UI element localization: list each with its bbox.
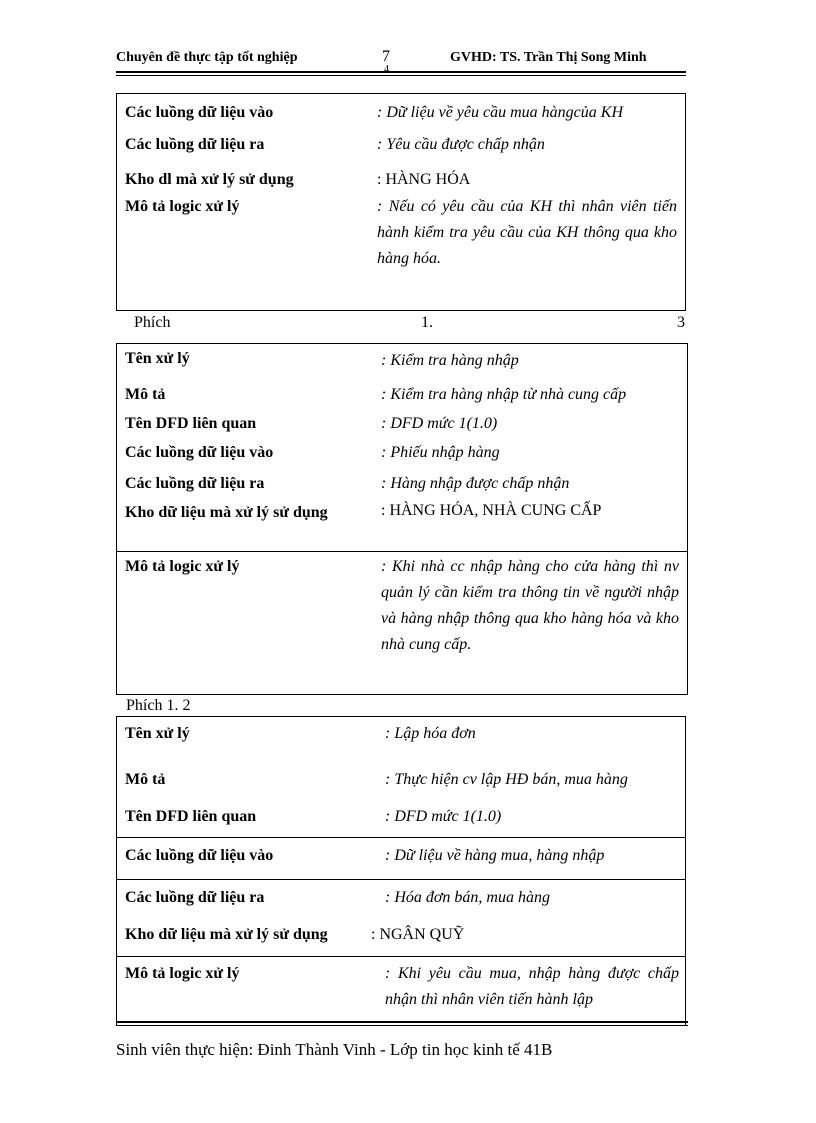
row-label: Mô tả logic xử lý xyxy=(125,558,240,575)
row-value: : DFD mức 1(1.0) xyxy=(381,415,498,432)
row-label: Kho dữ liệu mà xử lý sử dụng xyxy=(125,504,328,521)
row-value: : HÀNG HÓA xyxy=(377,171,471,188)
row-value: : Dữ liệu về hàng mua, hàng nhập xyxy=(385,847,605,864)
process-card-1 xyxy=(116,93,686,311)
row-value: : Khi nhà cc nhập hàng cho cửa hàng thì nv quản lý cần kiểm tra thông tin về người nhập và hàng nhập thông qua kho hàng hóa và kho nhà cung cấp. xyxy=(381,558,679,653)
row-value: : Hóa đơn bán, mua hàng xyxy=(385,889,550,906)
header-right: GVHD: TS. Trần Thị Song Minh xyxy=(450,50,647,65)
row-value: : Lập hóa đơn xyxy=(385,725,476,742)
footer-rule xyxy=(116,1021,688,1023)
row-value: : Thực hiện cv lập HĐ bán, mua hàng xyxy=(385,771,628,788)
header-left: Chuyên đề thực tập tốt nghiệp xyxy=(116,50,298,65)
row-label: Mô tả xyxy=(125,386,166,403)
card-caption-mid: 1. xyxy=(421,314,433,331)
card-caption: Phích 1. 2 xyxy=(126,697,191,714)
row-label: Mô tả xyxy=(125,771,166,788)
row-label: Các luồng dữ liệu vào xyxy=(125,847,274,864)
row-value: : DFD mức 1(1.0) xyxy=(385,808,502,825)
row-label: Kho dl mà xử lý sử dụng xyxy=(125,171,294,188)
row-divider xyxy=(117,551,687,552)
row-label: Tên DFD liên quan xyxy=(125,808,257,825)
row-divider xyxy=(117,879,685,880)
footer-rule-thin xyxy=(116,1025,688,1026)
row-value: : Khi yêu cầu mua, nhập hàng được chấp nhận thì nhân viên tiến hành lập xyxy=(385,965,679,1008)
row-value: : Nếu có yêu cầu của KH thì nhân viên tiến hành kiểm tra yêu cầu của KH thông qua kho hàng hóa. xyxy=(377,198,677,267)
row-value: : Dữ liệu về yêu cầu mua hàngcủa KH xyxy=(377,104,623,121)
footer-text: Sinh viên thực hiện: Đinh Thành Vinh - Lớp tin học kinh tế 41B xyxy=(116,1040,553,1059)
row-value: : Kiểm tra hàng nhập xyxy=(381,352,519,369)
header-rule xyxy=(116,71,686,73)
row-label: Các luồng dữ liệu vào xyxy=(125,444,274,461)
row-label: Mô tả logic xử lý xyxy=(125,198,240,215)
process-card-2 xyxy=(116,343,688,695)
row-value: : Phiếu nhập hàng xyxy=(381,444,500,461)
row-divider xyxy=(117,956,685,957)
row-label: Các luồng dữ liệu ra xyxy=(125,136,265,153)
row-value: : NGÂN QUỸ xyxy=(371,926,465,943)
page-number: 7 xyxy=(382,48,390,65)
row-divider xyxy=(117,837,685,838)
row-label: Tên xử lý xyxy=(125,725,190,742)
page-number-sub: 4 xyxy=(384,64,389,75)
card-caption-right: 3 xyxy=(677,314,685,331)
row-value: : HÀNG HÓA, NHÀ CUNG CẤP xyxy=(381,502,602,519)
row-label: Tên DFD liên quan xyxy=(125,415,257,432)
header-rule-thin xyxy=(116,75,686,76)
row-value: : Yêu cầu được chấp nhận xyxy=(377,136,545,153)
card-caption-left: Phích xyxy=(134,314,171,331)
row-label: Kho dữ liệu mà xử lý sử dụng xyxy=(125,926,328,943)
row-label: Các luồng dữ liệu vào xyxy=(125,104,274,121)
process-card-3 xyxy=(116,716,686,1026)
row-label: Tên xử lý xyxy=(125,350,190,367)
row-label: Mô tả logic xử lý xyxy=(125,965,240,982)
row-value: : Kiểm tra hàng nhập từ nhà cung cấp xyxy=(381,386,627,403)
row-value: : Hàng nhập được chấp nhận xyxy=(381,475,570,492)
row-label: Các luồng dữ liệu ra xyxy=(125,475,265,492)
row-label: Các luồng dữ liệu ra xyxy=(125,889,265,906)
